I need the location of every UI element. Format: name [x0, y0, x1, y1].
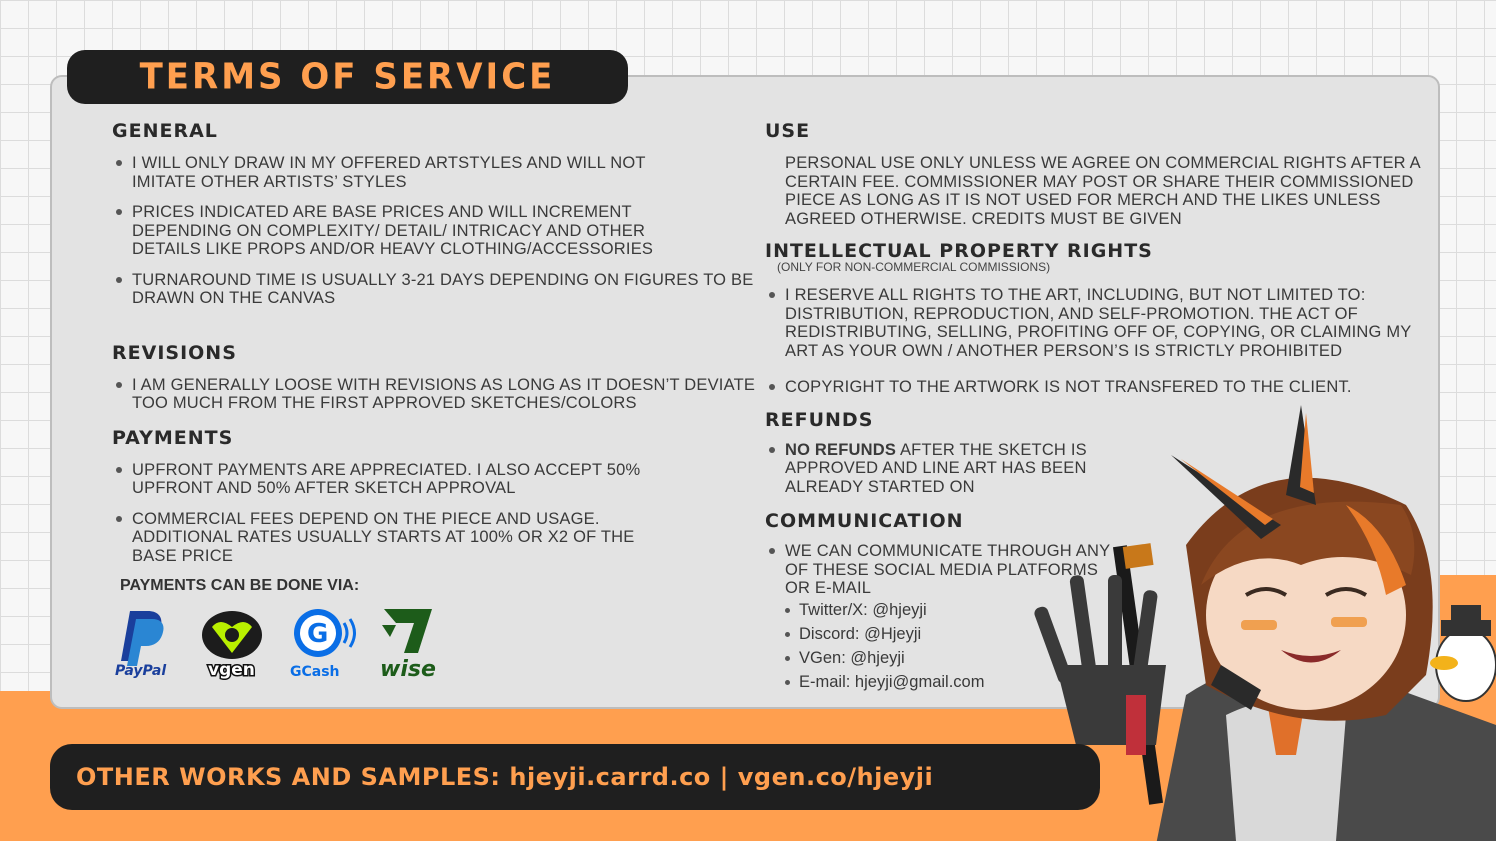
payments-item: COMMERCIAL FEES DEPEND ON THE PIECE AND USAGE. ADDITIONAL RATES USUALLY STARTS AT 100% OR X2 OF THE BASE PRICE — [112, 510, 662, 566]
paypal-text: PayPal — [115, 663, 167, 679]
revisions-heading: REVISIONS — [112, 341, 237, 364]
paypal-logo — [112, 605, 200, 685]
payments-heading: PAYMENTS — [112, 426, 234, 449]
refunds-heading: REFUNDS — [765, 408, 874, 431]
svg-text:G: G — [307, 619, 329, 649]
payments-via-label: PAYMENTS CAN BE DONE VIA: — [120, 577, 360, 594]
title-banner — [67, 50, 628, 104]
contact-discord: Discord: @Hjeyji — [765, 622, 1435, 646]
ip-item: COPYRIGHT TO THE ARTWORK IS NOT TRANSFERED TO THE CLIENT. — [765, 378, 1435, 397]
general-item: I WILL ONLY DRAW IN MY OFFERED ARTSTYLES AND WILL NOT IMITATE OTHER ARTISTS’ STYLES — [112, 154, 672, 191]
refunds-bold: NO REFUNDS — [785, 440, 897, 459]
wise-logo — [376, 605, 464, 685]
contact-email: E-mail: hjeyji@gmail.com — [765, 670, 1435, 694]
refunds-rest: AFTER THE SKETCH IS APPROVED AND LINE ART HAS BEEN ALREADY STARTED ON — [785, 440, 1087, 496]
vgen-text: vgen — [208, 660, 255, 680]
vgen-logo — [200, 605, 288, 685]
payment-logos — [112, 605, 464, 685]
contact-twitter: Twitter/X: @hjeyji — [765, 598, 1435, 622]
ip-heading: INTELLECTUAL PROPERTY RIGHTS — [765, 240, 1153, 262]
communication-heading: COMMUNICATION — [765, 510, 964, 532]
ip-note: (ONLY FOR NON-COMMERCIAL COMMISSIONS) — [777, 260, 1051, 274]
general-item: TURNAROUND TIME IS USUALLY 3-21 DAYS DEPENDING ON FIGURES TO BE DRAWN ON THE CANVAS — [112, 271, 762, 308]
wise-text: wise — [380, 657, 436, 681]
general-heading: GENERAL — [112, 120, 218, 142]
payments-item: UPFRONT PAYMENTS ARE APPRECIATED. I ALSO ACCEPT 50% UPFRONT AND 50% AFTER SKETCH APPROVAL — [112, 461, 662, 498]
footer-links-text: OTHER WORKS AND SAMPLES: hjeyji.carrd.co | vgen.co/hjeyji — [76, 763, 934, 791]
general-item: PRICES INDICATED ARE BASE PRICES AND WILL INCREMENT DEPENDING ON COMPLEXITY/ DETAIL/ INTRICACY AND OTHER DETAILS LIKE PROPS AND/OR HEAVY CLOTHING/ACCESSORIES — [112, 203, 712, 259]
communication-intro: WE CAN COMMUNICATE THROUGH ANY OF THESE SOCIAL MEDIA PLATFORMS OR E-MAIL — [765, 542, 1115, 598]
revisions-item: I AM GENERALLY LOOSE WITH REVISIONS AS LONG AS IT DOESN’T DEVIATE TOO MUCH FROM THE FIRST APPROVED SKETCHES/COLORS — [112, 376, 772, 413]
use-heading: USE — [765, 120, 811, 142]
gcash-text: GCash — [290, 664, 340, 680]
gcash-logo — [288, 605, 376, 685]
footer-banner — [50, 744, 1100, 810]
page-title: TERMS OF SERVICE — [139, 56, 556, 98]
contact-vgen: VGen: @hjeyji — [765, 646, 1435, 670]
ip-item: I RESERVE ALL RIGHTS TO THE ART, INCLUDING, BUT NOT LIMITED TO: DISTRIBUTION, REPRODUCTION, AND SELF-PROMOTION. THE ACT OF REDISTRIBUTING, SELLING, PROFITING OFF OF, COPYING, OR CLAIMING MY ART AS YOUR OWN / ANOTHER PERSON’S IS STRICTLY PROHIBITED — [765, 286, 1435, 360]
use-text: PERSONAL USE ONLY UNLESS WE AGREE ON COMMERCIAL RIGHTS AFTER A CERTAIN FEE. COMMISSIONER MAY POST OR SHARE THEIR COMMISSIONED PIECE AS LONG AS IT IS NOT USED FOR MERCH AND THE LIKES UNLESS AGREED OTHERWISE. CREDITS MUST BE GIVEN — [785, 154, 1420, 228]
left-column — [112, 120, 762, 595]
